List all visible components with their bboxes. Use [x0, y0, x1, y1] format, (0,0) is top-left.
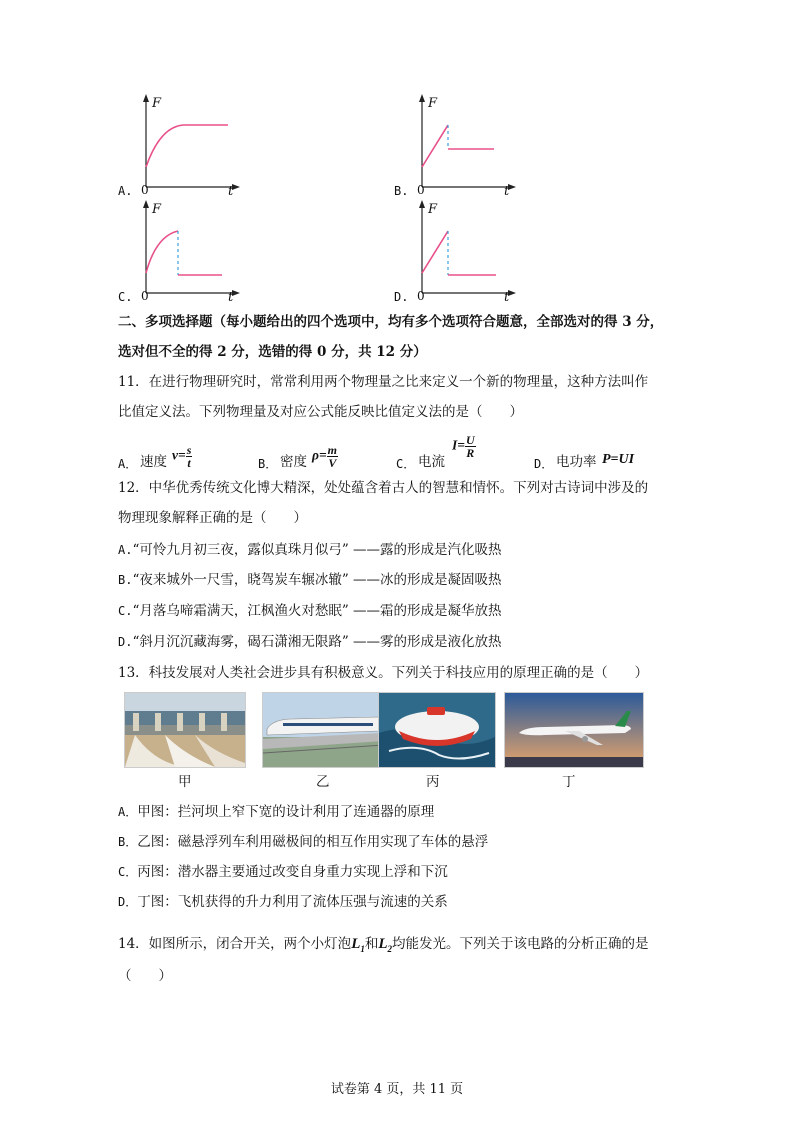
axis-x-label: t [504, 290, 510, 305]
page-footer: 试卷第 4 页，共 11 页 [330, 1082, 464, 1097]
q12-option-c[interactable] [118, 601, 502, 621]
curve-rise [146, 231, 178, 273]
q12-option-d[interactable] [118, 632, 502, 652]
q14-post: 均能发光。下列关于该电路的分析正确的是 [392, 936, 649, 952]
formula-lhs: v= $\frac{s}{t}$ [172, 443, 192, 470]
option-label: D. [118, 635, 133, 649]
caption-ding: 丁 [562, 774, 576, 790]
q13-option-d[interactable] [118, 892, 448, 912]
formula-lhs: I= $\frac{U}{R}$ [452, 433, 475, 460]
option-label: C． [118, 865, 138, 879]
formula-lhs: ρ= $\frac{m}{V}$ [312, 443, 338, 470]
graph-c [118, 198, 248, 306]
option-label: D． [118, 895, 138, 909]
q13-stem: 13．科技发展对人类社会进步具有积极意义。下列关于科技应用的原理正确的是（ ） [118, 665, 649, 681]
option-label: B． [118, 835, 138, 849]
axis-x-label: t [228, 184, 234, 199]
airplane-illustration [505, 693, 643, 767]
section2-line1: 二、多项选择题（每小题给出的四个选项中，均有多个选项符合题意，全部选对的得 3 分， [118, 314, 664, 330]
curve [146, 125, 228, 167]
graph-b [394, 92, 524, 200]
option-label: A. [118, 543, 133, 557]
option-text: “夜来城外一尺雪，晓驾炭车辗冰辙” ——冰的形成是凝固吸热 [132, 572, 502, 588]
q13-option-c[interactable] [118, 862, 448, 882]
q12-option-b[interactable] [118, 570, 502, 590]
option-text: 丁图：飞机获得的升力利用了流体压强与流速的关系 [137, 894, 448, 910]
lamp-l2: $L_2$ [378, 936, 393, 954]
option-text: 电流 [418, 454, 445, 470]
submersible-photo [378, 692, 496, 768]
caption-yi: 乙 [316, 774, 330, 790]
q14-stem-line2: （ ） [118, 968, 172, 984]
option-label: B. [118, 573, 133, 587]
graph-label: A. [118, 184, 133, 198]
option-label: C． [396, 457, 416, 471]
dam-illustration [125, 693, 245, 767]
dam-photo [124, 692, 246, 768]
axis-y-label: F [428, 202, 438, 217]
axis-x-label: t [228, 290, 234, 305]
curve-rise [422, 231, 448, 273]
origin-label: 0 [141, 183, 149, 197]
axis-y-label: F [152, 96, 162, 111]
caption-jia: 甲 [178, 774, 192, 790]
option-text: 甲图：拦河坝上窄下宽的设计利用了连通器的原理 [137, 804, 435, 820]
option-label: A． [118, 457, 138, 471]
option-label: C. [118, 604, 133, 618]
graph-d [394, 198, 524, 306]
q13-option-a[interactable] [118, 802, 434, 822]
curve-rise [422, 125, 448, 167]
option-label: D． [534, 457, 554, 471]
q11-stem-line2: 比值定义法。下列物理量及对应公式能反映比值定义法的是（ ） [118, 404, 523, 420]
graph-label: B. [394, 184, 409, 198]
origin-label: 0 [417, 183, 425, 197]
graph-label: C. [118, 290, 133, 304]
q14-stem-line1 [118, 934, 649, 959]
option-text: “月落乌啼霜满天，江枫渔火对愁眠” ——霜的形成是凝华放热 [132, 603, 502, 619]
caption-bing: 丙 [426, 774, 440, 790]
submersible-illustration [379, 693, 495, 767]
q12-option-a[interactable] [118, 540, 502, 560]
lamp-l1: $L_1$ [351, 936, 365, 954]
q11-stem-line1: 11．在进行物理研究时，常常利用两个物理量之比来定义一个新的物理量，这种方法叫作 [118, 374, 649, 390]
q11-options [118, 434, 678, 470]
option-text: 速度 [140, 454, 167, 470]
origin-label: 0 [141, 289, 149, 303]
option-text: 丙图：潜水器主要通过改变自身重力实现上浮和下沉 [137, 864, 448, 880]
q12-stem-line2: 物理现象解释正确的是（ ） [118, 510, 307, 526]
graph-label: D. [394, 290, 409, 304]
maglev-illustration [263, 693, 383, 767]
graph-a [118, 92, 248, 200]
option-label: A． [118, 805, 138, 819]
q14-mid: 和 [364, 936, 379, 952]
option-text: 电功率 [556, 454, 597, 470]
axis-x-label: t [504, 184, 510, 199]
option-text: “斜月沉沉藏海雾，碣石潇湘无限路” ——雾的形成是液化放热 [132, 634, 502, 650]
maglev-photo [262, 692, 384, 768]
axis-y-label: F [428, 96, 438, 111]
formula: P=UI [602, 452, 635, 467]
section2-line2: 选对但不全的得 2 分，选错的得 0 分，共 12 分） [118, 344, 427, 360]
airplane-photo [504, 692, 644, 768]
option-text: 乙图：磁悬浮列车利用磁极间的相互作用实现了车体的悬浮 [137, 834, 489, 850]
option-text: 密度 [280, 454, 307, 470]
option-label: B． [258, 457, 278, 471]
q13-option-b[interactable] [118, 832, 488, 852]
option-text: “可怜九月初三夜，露似真珠月似弓” ——露的形成是汽化吸热 [132, 542, 502, 558]
q14-pre: 14．如图所示，闭合开关，两个小灯泡 [118, 936, 352, 952]
origin-label: 0 [417, 289, 425, 303]
axis-y-label: F [152, 202, 162, 217]
q12-stem-line1: 12．中华优秀传统文化博大精深，处处蕴含着古人的智慧和情怀。下列对古诗词中涉及的 [118, 480, 649, 496]
